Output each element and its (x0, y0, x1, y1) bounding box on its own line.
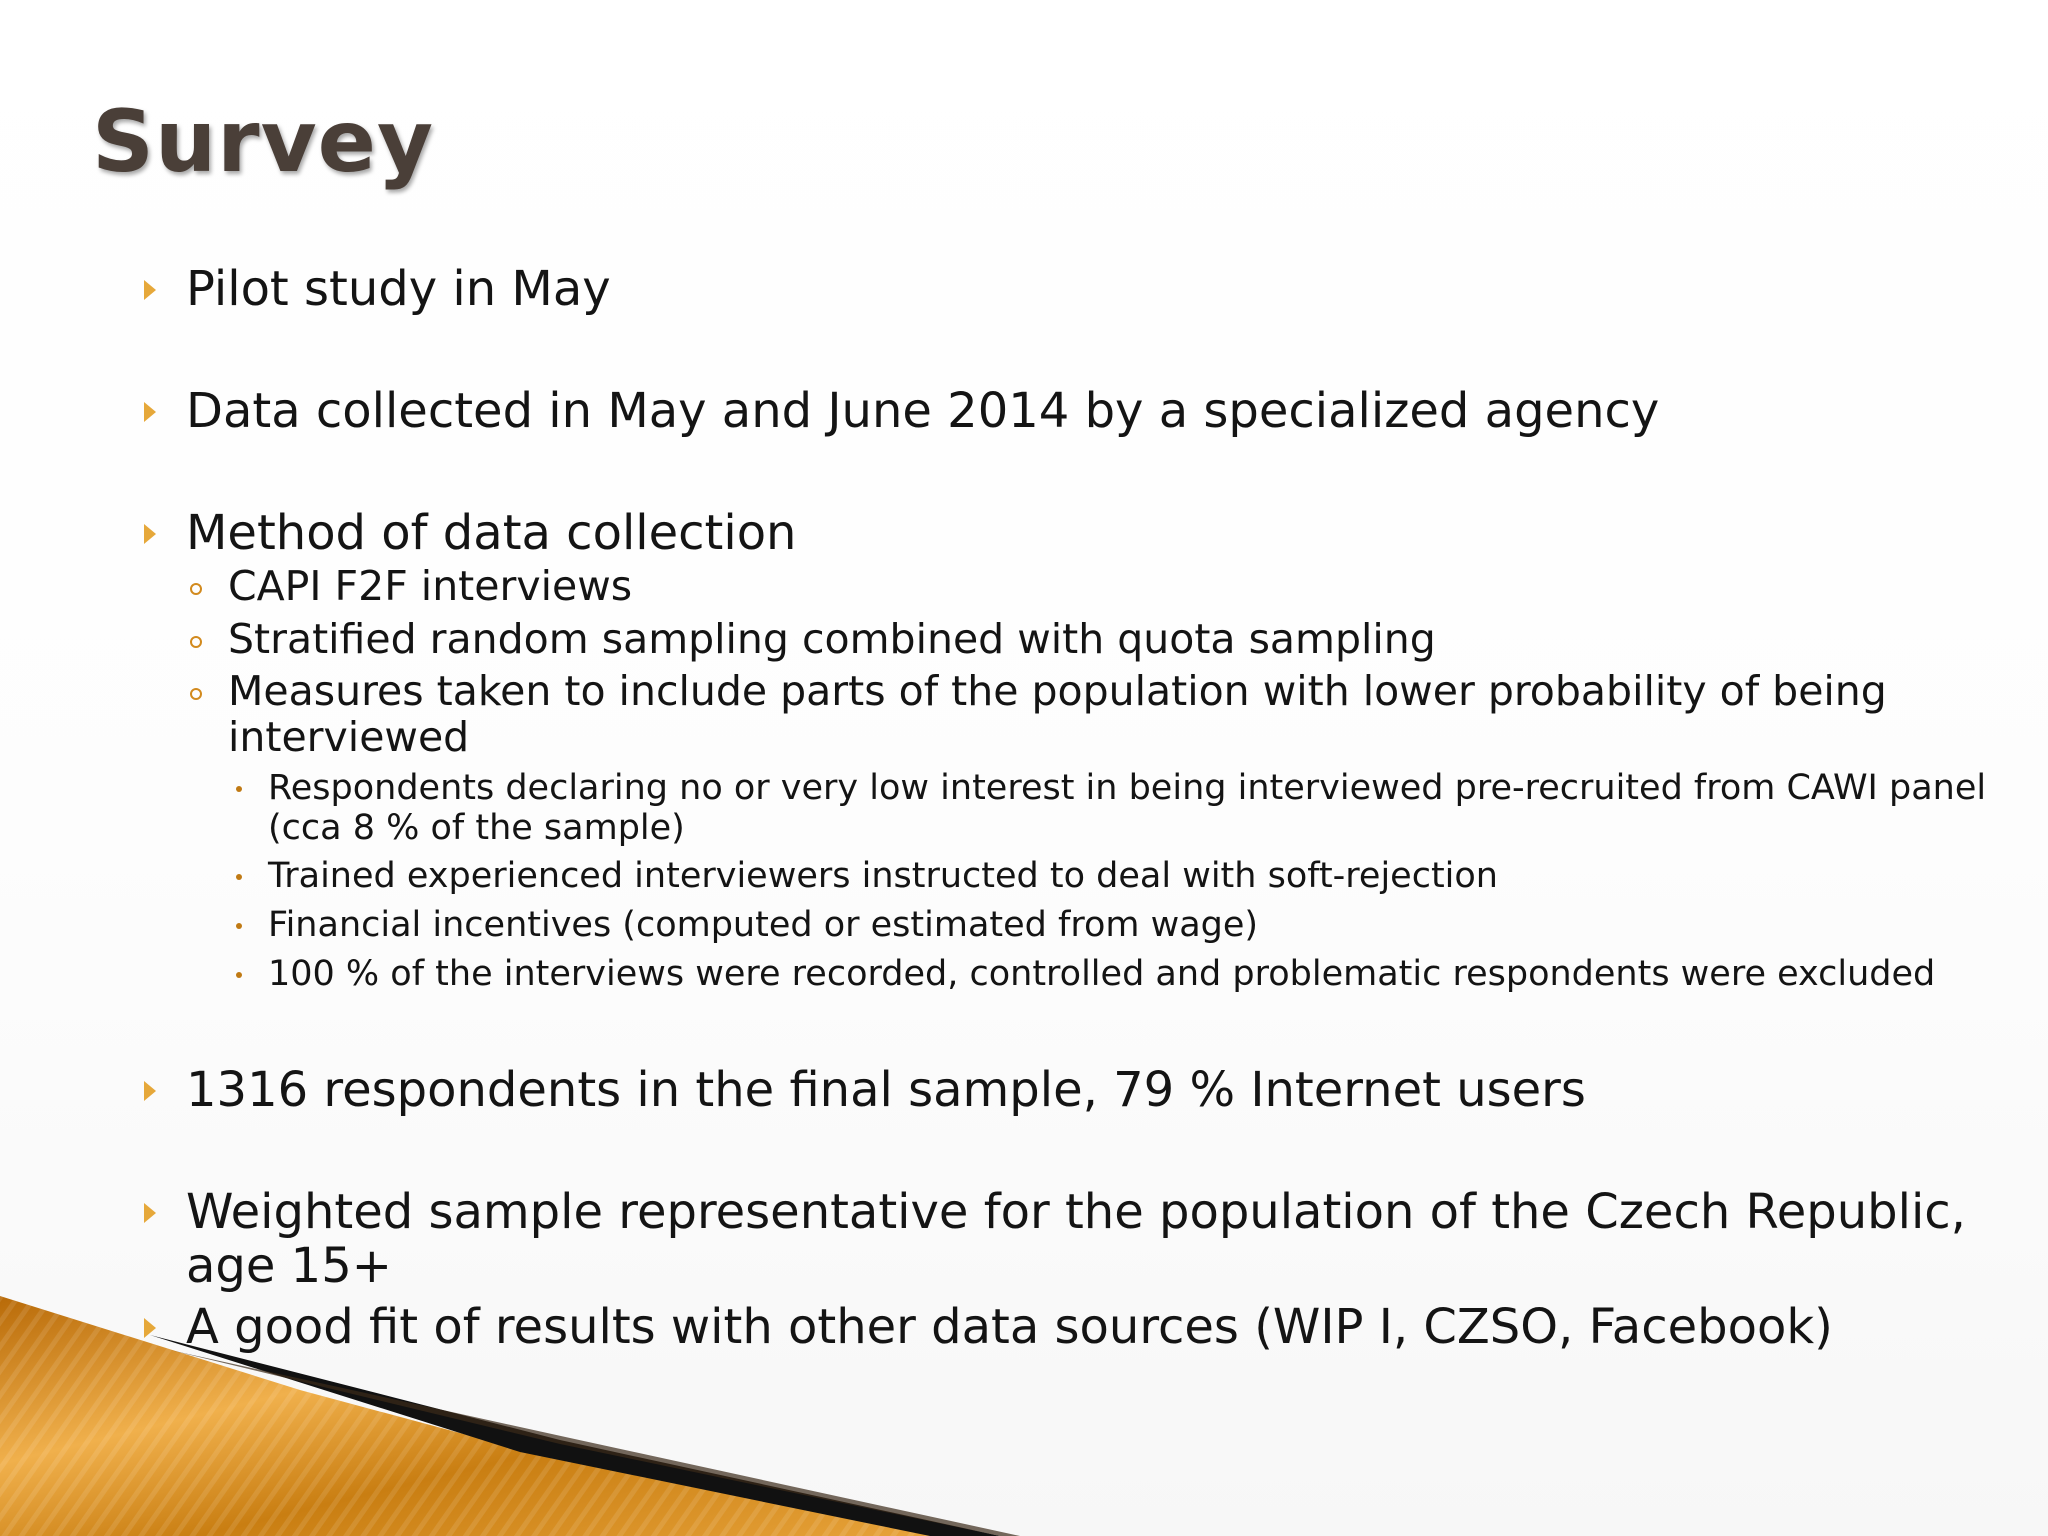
bullet-weighted-sample: Weighted sample representative for the population of the Czech Republic, age 15+ (186, 1184, 1966, 1294)
sub-bullet-measures: Measures taken to include parts of the population with lower probability of being interviewed (228, 667, 1887, 761)
sub-sub-bullet-interviewers: Trained experienced interviewers instructed to deal with soft-rejection (268, 856, 1498, 896)
sub-bullet-circle-icon (190, 583, 202, 595)
bullet-arrow-icon (144, 1081, 156, 1101)
sub-sub-bullet-respondents: Respondents declaring no or very low interest in being interviewed pre-recruited from CAWI panel (cca 8 % of the sample) (268, 768, 1987, 848)
bullet-arrow-icon (144, 280, 156, 300)
bullet-arrow-icon (144, 1203, 156, 1223)
sub-bullet-circle-icon (190, 636, 202, 648)
sub-bullet-capi: CAPI F2F interviews (228, 562, 633, 610)
bullet-arrow-icon (144, 1318, 156, 1338)
sub-sub-bullet-dot-icon (236, 972, 242, 978)
bullet-data-collected: Data collected in May and June 2014 by a specialized agency (186, 383, 1660, 439)
sub-sub-bullet-recorded: 100 % of the interviews were recorded, controlled and problematic respondents were excluded (268, 954, 1936, 994)
sub-sub-bullet-dot-icon (236, 786, 242, 792)
sub-sub-bullet-dot-icon (236, 874, 242, 880)
slide-title: Survey (92, 92, 435, 192)
bullet-method: Method of data collection (186, 505, 797, 561)
sub-sub-bullet-incentives: Financial incentives (computed or estimated from wage) (268, 905, 1259, 945)
sub-bullet-circle-icon (190, 688, 202, 700)
bullet-pilot-study: Pilot study in May (186, 261, 611, 317)
bullet-arrow-icon (144, 524, 156, 544)
bullet-arrow-icon (144, 402, 156, 422)
bullet-good-fit: A good fit of results with other data sources (WIP I, CZSO, Facebook) (186, 1299, 1833, 1355)
bullet-respondents-count: 1316 respondents in the final sample, 79 % Internet users (186, 1062, 1586, 1118)
sub-bullet-sampling: Stratified random sampling combined with quota sampling (228, 615, 1436, 663)
sub-sub-bullet-dot-icon (236, 923, 242, 929)
